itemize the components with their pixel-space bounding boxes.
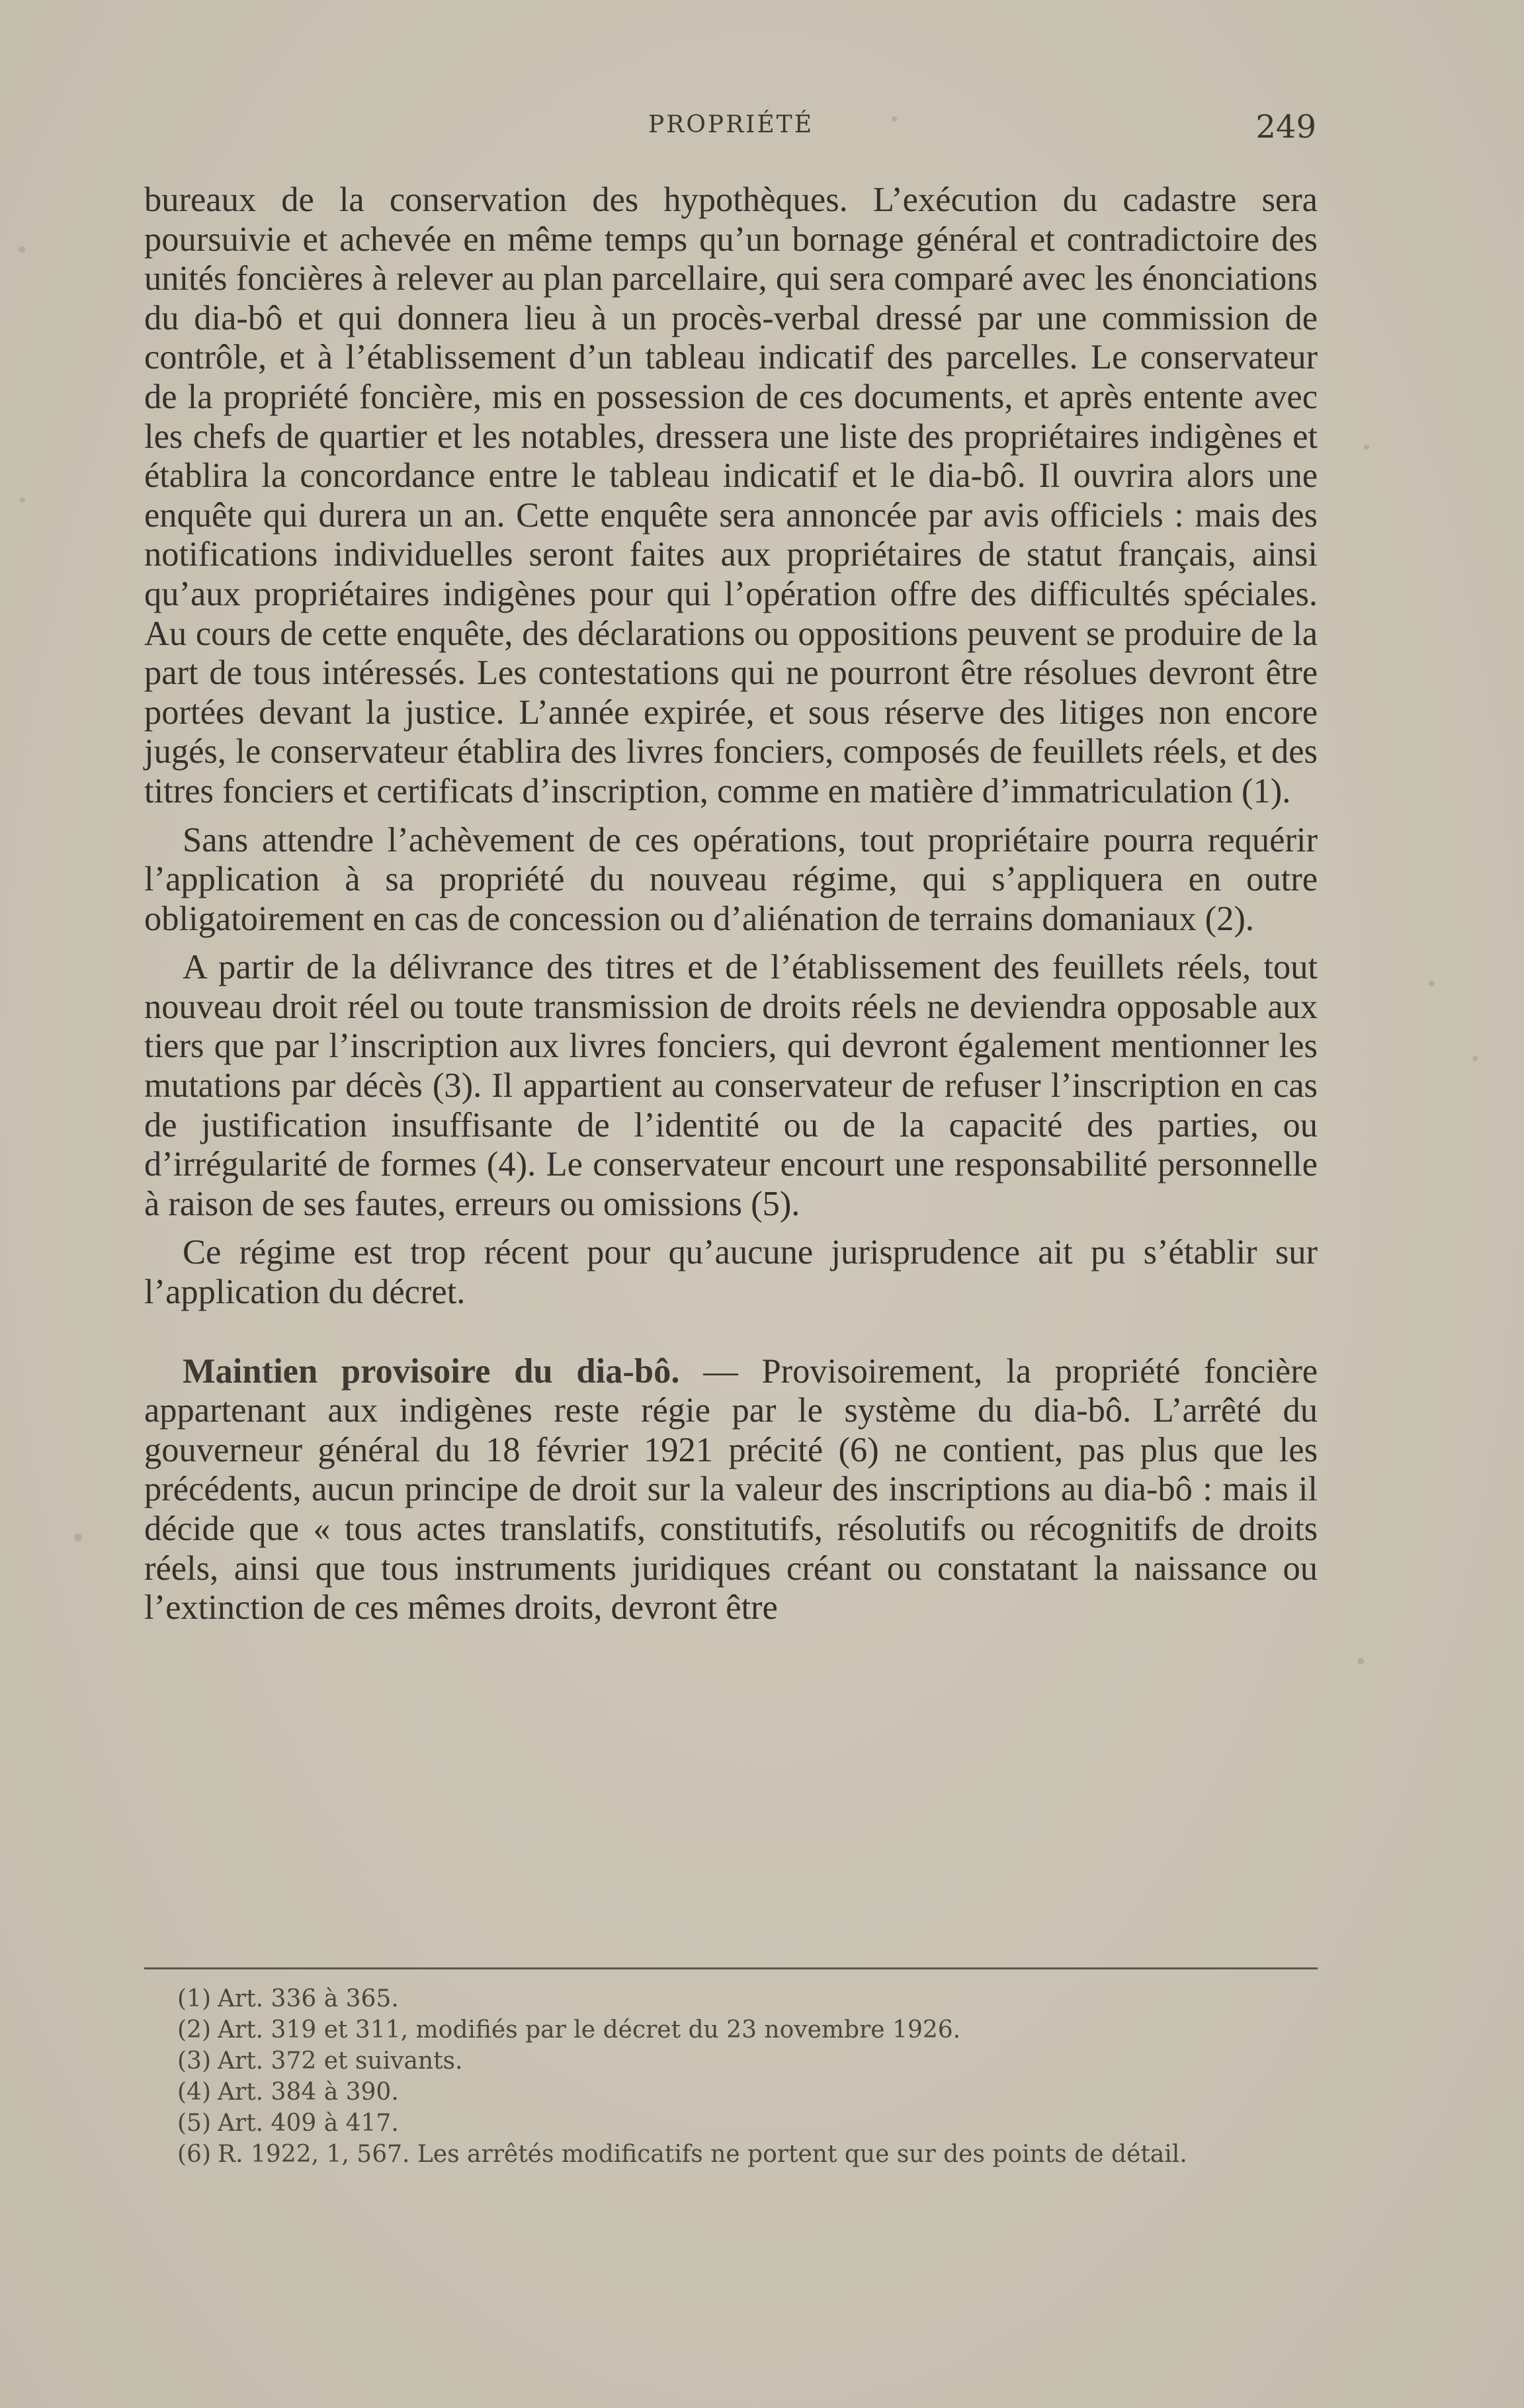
footnote-number: (5)	[177, 2110, 211, 2137]
page-number: 249	[1255, 108, 1316, 146]
footnotes	[144, 1983, 1318, 2170]
paper-speck	[74, 1533, 82, 1541]
paper-speck	[20, 497, 25, 503]
paragraph-5	[144, 1352, 1318, 1628]
paper-speck	[1429, 980, 1435, 986]
footnote-rule	[144, 1967, 1318, 1969]
paper-speck	[1472, 1056, 1478, 1061]
paper-speck	[1357, 1658, 1364, 1664]
footnote-text: Art. 319 et 311, modifiés par le décret du 23 novembre 1926.	[218, 2016, 961, 2043]
footnote	[144, 2139, 1318, 2170]
footnote-text: Art. 372 et suivants.	[218, 2047, 463, 2075]
paragraph-2: Sans attendre l’achèvement de ces opérations, tout propriétaire pourra requérir l’application à sa propriété du nouveau régime, qui s’appliquera en outre obligatoirement en cas de concession ou d’aliénation de terrains domaniaux (2).	[144, 820, 1318, 938]
footnote	[144, 2045, 1318, 2077]
paragraph-1: bureaux de la conservation des hypothèques. L’exécution du cadastre sera poursuivie et achevée en même temps qu’un bornage général et contradictoire des unités foncières à relever au plan parcellaire, qui sera comparé avec les énonciations du dia-bô et qui donnera lieu à un procès-verbal dressé par une commission de contrôle, et à l’établissement d’un tableau indicatif des parcelles. Le conservateur de la propriété foncière, mis en possession de ces documents, et après entente avec les chefs de quartier et les notables, dressera une liste des propriétaires indigènes et établira la concordance entre le tableau indicatif et le dia-bô. Il ouvrira alors une enquête qui durera un an. Cette enquête sera annoncée par avis officiels : mais des notifications individuelles seront faites aux propriétaires de statut français, ainsi qu’aux propriétaires indigènes pour qui l’opération offre des difficultés spéciales. Au cours de cette enquête, des déclarations ou oppositions peuvent se produire de la part de tous intéressés. Les contestations qui ne pourront être résolues devront être portées devant la justice. L’année expirée, et sous réserve des litiges non encore jugés, le conservateur établira des livres fonciers, composés de feuillets réels, et des titres fonciers et certificats d’inscription, comme en matière d’immatriculation (1).	[144, 181, 1318, 810]
paragraph-5-text: Provisoirement, la propriété foncière appartenant aux indigènes reste régie par le système du dia-bô. L’arrêté du gouverneur général du 18 février 1921 précité (6) ne contient, pas plus que les précédents, aucun principe de droit sur la valeur des inscriptions au dia-bô : mais il décide que « tous actes translatifs, constitutifs, résolutifs ou récognitifs de droits réels, ainsi que tous instruments juridiques créant ou constatant la naissance ou l’extinction de ces mêmes droits, devront être	[144, 1352, 1318, 1627]
paragraph-4: Ce régime est trop récent pour qu’aucune jurisprudence ait pu s’établir sur l’application du décret.	[144, 1233, 1318, 1312]
footnote-number: (1)	[177, 1985, 211, 2012]
paragraph-3: A partir de la délivrance des titres et de l’établissement des feuillets réels, tout nouveau droit réel ou toute transmission de droits réels ne deviendra opposable aux tiers que par l’inscription aux livres fonciers, qui devront également mentionner les mutations par décès (3). Il appartient au conservateur de refuser l’inscription en cas de justification insuffisante de l’identité ou de la capacité des parties, ou d’irrégularité de formes (4). Le conservateur encourt une responsabilité personnelle à raison de ses fautes, erreurs ou omissions (5).	[144, 948, 1318, 1223]
section-heading: Maintien provisoire du dia-bô.	[183, 1352, 680, 1391]
heading-dash: —	[679, 1352, 762, 1391]
footnote-number: (4)	[177, 2079, 211, 2106]
paper-speck	[19, 246, 25, 253]
paper-speck	[1364, 445, 1369, 450]
running-head	[146, 108, 1316, 151]
running-title: PROPRIÉTÉ	[648, 111, 814, 138]
footnote	[144, 1983, 1318, 2014]
body-text	[144, 181, 1318, 1628]
footnote-text: Art. 384 à 390.	[218, 2079, 399, 2106]
footnote-number: (2)	[177, 2016, 211, 2043]
footnote-text: R. 1922, 1, 567. Les arrêtés modificatifs ne portent que sur des points de détail.	[218, 2141, 1187, 2168]
footnote-text: Art. 336 à 365.	[218, 1985, 399, 2012]
footnote-number: (3)	[177, 2047, 211, 2075]
footnote	[144, 2108, 1318, 2139]
footnote	[144, 2014, 1318, 2045]
footnote	[144, 2077, 1318, 2108]
footnote-number: (6)	[177, 2141, 211, 2168]
footnote-text: Art. 409 à 417.	[218, 2110, 399, 2137]
